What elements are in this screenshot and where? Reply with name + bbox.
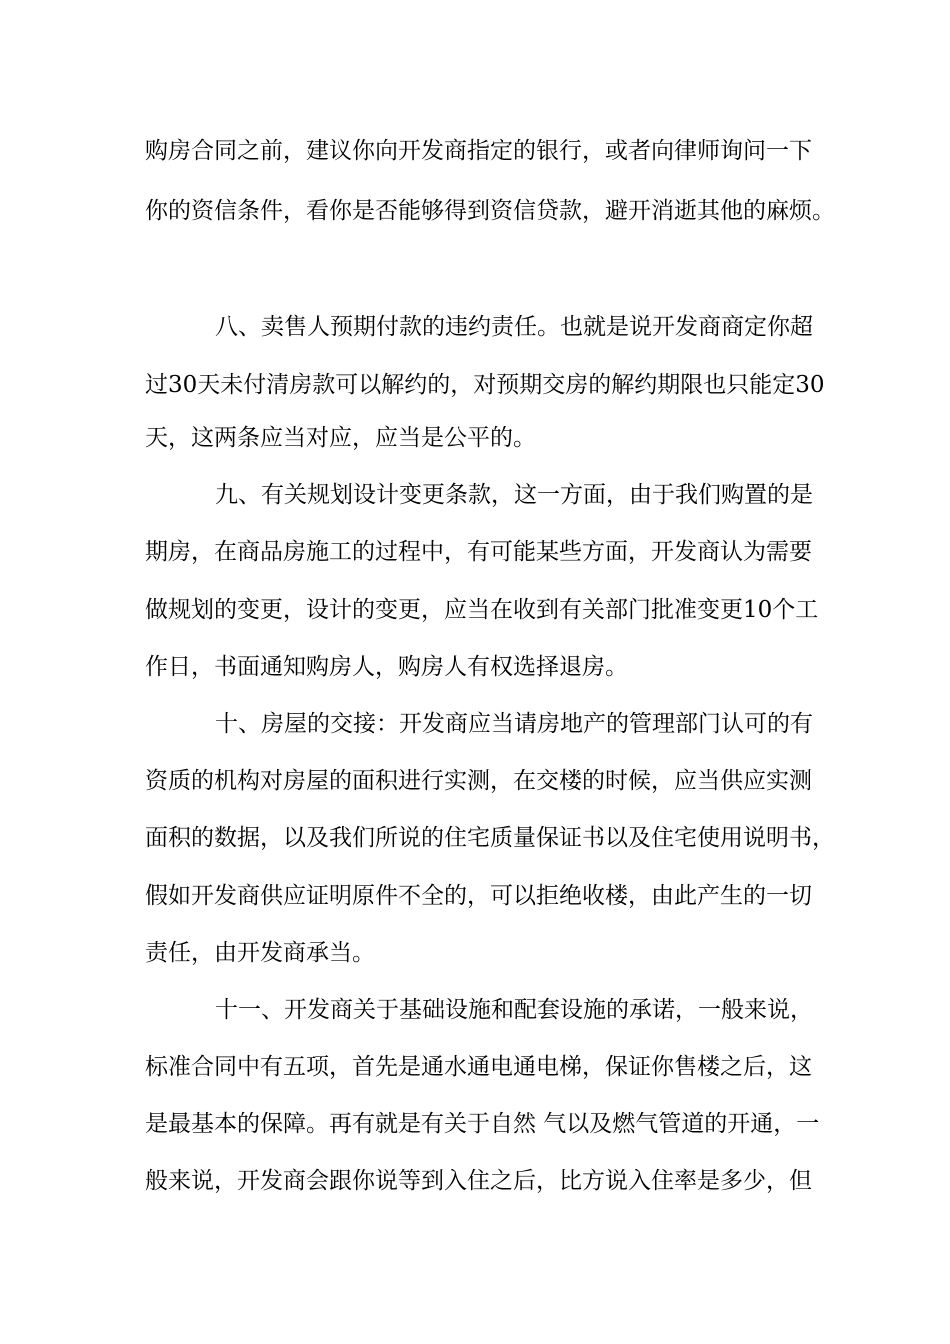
text-line: 是最基本的保障。再有就是有关于自然 气以及燃气管道的开通，一 xyxy=(145,1111,820,1137)
text-line: 购房合同之前，建议你向开发商指定的银行，或者向律师询问一下 xyxy=(145,138,812,164)
text-line: 资质的机构对房屋的面积进行实测，在交楼的时候，应当供应实测 xyxy=(145,768,812,794)
paragraph-11-start: 十一、开发商关于基础设施和配套设施的承诺，一般来说， xyxy=(215,997,813,1023)
text-line: 天，这两条应当对应，应当是公平的。 xyxy=(145,425,536,451)
text-line: 面积的数据，以及我们所说的住宅质量保证书以及住宅使用说明书， xyxy=(145,825,835,851)
text-line: 标准合同中有五项，首先是通水通电通电梯，保证你售楼之后，这 xyxy=(145,1054,812,1080)
text-line: 责任，由开发商承当。 xyxy=(145,940,375,966)
text-line: 你的资信条件，看你是否能够得到资信贷款，避开消逝其他的麻烦。 xyxy=(145,198,835,224)
paragraph-10-start: 十、房屋的交接：开发商应当请房地产的管理部门认可的有 xyxy=(215,711,813,737)
text-line: 般来说，开发商会跟你说等到入住之后，比方说入住率是多少，但 xyxy=(145,1168,812,1194)
paragraph-8-start: 八、卖售人预期付款的违约责任。也就是说开发商商定你超 xyxy=(215,314,813,340)
text-line: 作日，书面通知购房人，购房人有权选择退房。 xyxy=(145,654,628,680)
text-line: 过30天未付清房款可以解约的，对预期交房的解约期限也只能定30 xyxy=(145,372,825,398)
paragraph-9-start: 九、有关规划设计变更条款，这一方面，由于我们购置的是 xyxy=(215,482,813,508)
text-line: 做规划的变更，设计的变更，应当在收到有关部门批准变更10个工 xyxy=(145,597,819,623)
text-line: 假如开发商供应证明原件不全的，可以拒绝收楼，由此产生的一切 xyxy=(145,883,812,909)
text-line: 期房，在商品房施工的过程中，有可能某些方面，开发商认为需要 xyxy=(145,539,812,565)
